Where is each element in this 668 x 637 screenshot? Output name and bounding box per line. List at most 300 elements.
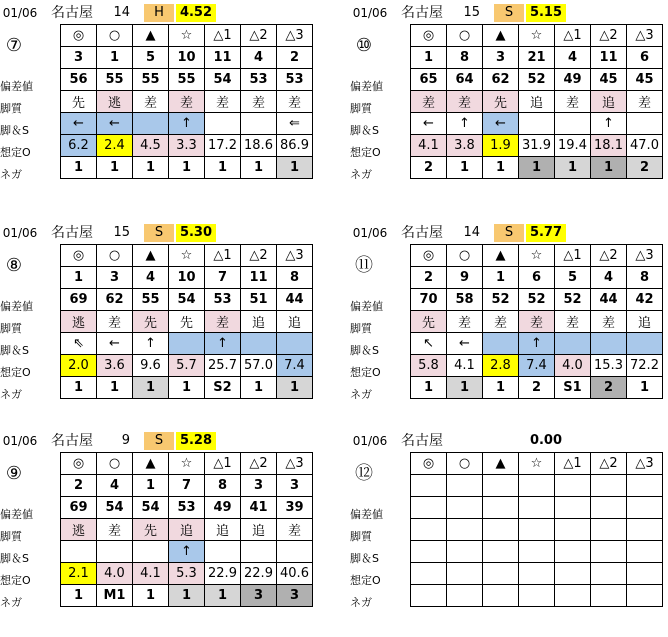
race-score: 5.30 — [176, 224, 216, 242]
grid-cell: M1 — [97, 585, 133, 607]
race-score: 4.52 — [176, 4, 216, 22]
grid-cell: 4 — [555, 47, 591, 69]
grid-cell: 9.6 — [133, 355, 169, 377]
grid-cell — [591, 585, 627, 607]
grid-cell: 差 — [277, 91, 313, 113]
grid-cell: △1 — [555, 453, 591, 475]
grid-cell: 54 — [97, 497, 133, 519]
grid-cell: 先 — [133, 519, 169, 541]
horse-number-row — [61, 475, 313, 497]
race-number: 9 — [121, 433, 130, 448]
grid-cell — [133, 541, 169, 563]
venue-name: 名古屋 — [401, 433, 443, 449]
grid-cell — [169, 333, 205, 355]
race-circle-number: ⑨ — [5, 463, 23, 484]
pace-badge: S — [144, 432, 174, 450]
negative-row — [61, 157, 313, 179]
symbol-row — [61, 453, 313, 475]
grid-cell: △1 — [555, 25, 591, 47]
grid-cell — [483, 541, 519, 563]
negative-row — [411, 585, 663, 607]
horse-number-row — [411, 47, 663, 69]
pace-badge — [494, 432, 524, 450]
grid-cell: 差 — [519, 311, 555, 333]
grid-cell — [483, 563, 519, 585]
row-label: 偏差値 — [350, 300, 383, 313]
grid-cell: 47.0 — [627, 135, 663, 157]
odds-row — [61, 563, 313, 585]
grid-cell: 19.4 — [555, 135, 591, 157]
grid-cell: 3.6 — [97, 355, 133, 377]
grid-cell — [483, 585, 519, 607]
venue-name: 名古屋 — [51, 5, 93, 21]
grid-cell — [555, 541, 591, 563]
grid-cell: ← — [97, 333, 133, 355]
grid-cell: 55 — [133, 69, 169, 91]
grid-cell: 58 — [447, 289, 483, 311]
grid-cell: 8 — [447, 47, 483, 69]
grid-cell: 差 — [555, 91, 591, 113]
grid-cell: 1 — [61, 377, 97, 399]
grid-cell: 4.1 — [411, 135, 447, 157]
pace-badge: H — [144, 4, 174, 22]
grid-cell: 差 — [133, 91, 169, 113]
grid-cell: 7 — [205, 267, 241, 289]
grid-cell — [555, 333, 591, 355]
grid-cell — [519, 585, 555, 607]
grid-cell — [591, 497, 627, 519]
grid-cell — [205, 113, 241, 135]
race-header — [350, 2, 668, 24]
grid-cell: 6 — [519, 267, 555, 289]
grid-cell: 53 — [169, 497, 205, 519]
running-style-row — [411, 311, 663, 333]
prediction-grid — [410, 24, 663, 179]
row-label: 脚＆S — [0, 344, 29, 357]
grid-cell: △3 — [627, 453, 663, 475]
grid-cell: 1 — [133, 585, 169, 607]
grid-cell: 1 — [133, 377, 169, 399]
grid-cell: 5.3 — [169, 563, 205, 585]
grid-cell: 4.1 — [447, 355, 483, 377]
grid-cell — [447, 497, 483, 519]
grid-cell — [555, 519, 591, 541]
position-row — [411, 113, 663, 135]
grid-cell: ▲ — [133, 245, 169, 267]
grid-cell: 40.6 — [277, 563, 313, 585]
grid-cell: 追 — [205, 519, 241, 541]
race-circle-number: ⑫ — [355, 463, 373, 484]
race-score: 5.77 — [526, 224, 566, 242]
grid-cell — [411, 541, 447, 563]
grid-cell: 11 — [205, 47, 241, 69]
grid-cell — [519, 475, 555, 497]
race-date: 01/06 — [352, 226, 388, 240]
grid-cell: 1 — [133, 157, 169, 179]
race-score: 5.28 — [176, 432, 216, 450]
grid-cell: 41 — [241, 497, 277, 519]
race-number: 15 — [463, 5, 480, 20]
running-style-row — [61, 91, 313, 113]
grid-cell — [241, 113, 277, 135]
grid-cell: 4.5 — [133, 135, 169, 157]
race-number — [458, 432, 480, 450]
grid-cell: 18.6 — [241, 135, 277, 157]
grid-cell — [241, 541, 277, 563]
grid-cell: 差 — [277, 519, 313, 541]
grid-cell: ○ — [447, 245, 483, 267]
grid-cell: 9 — [447, 267, 483, 289]
row-label: 想定O — [350, 146, 381, 159]
grid-cell: △1 — [555, 245, 591, 267]
grid-cell: ↑ — [133, 333, 169, 355]
row-label: 脚質 — [0, 102, 22, 115]
grid-cell — [627, 333, 663, 355]
grid-cell: 差 — [97, 311, 133, 333]
grid-cell: 17.2 — [205, 135, 241, 157]
grid-cell — [591, 475, 627, 497]
grid-cell: 1 — [97, 47, 133, 69]
grid-cell: 62 — [97, 289, 133, 311]
race-date: 01/06 — [2, 434, 38, 448]
row-label: ネガ — [350, 168, 372, 181]
grid-cell — [627, 113, 663, 135]
grid-cell: ☆ — [519, 245, 555, 267]
row-labels — [0, 504, 60, 614]
race-panel-r11 — [350, 222, 668, 422]
race-date: 01/06 — [352, 6, 388, 20]
grid-cell: △3 — [277, 245, 313, 267]
grid-cell: ← — [61, 113, 97, 135]
grid-cell: 逃 — [61, 311, 97, 333]
odds-row — [411, 355, 663, 377]
grid-cell: 69 — [61, 497, 97, 519]
grid-cell: 52 — [519, 289, 555, 311]
grid-cell: △2 — [241, 453, 277, 475]
position-row — [61, 541, 313, 563]
grid-cell: 差 — [483, 311, 519, 333]
grid-cell: 72.2 — [627, 355, 663, 377]
negative-row — [411, 157, 663, 179]
grid-cell: 86.9 — [277, 135, 313, 157]
grid-cell: 49 — [555, 69, 591, 91]
race-panel-r9 — [0, 430, 322, 630]
symbol-row — [411, 25, 663, 47]
grid-cell: 4 — [133, 267, 169, 289]
grid-cell: △2 — [241, 25, 277, 47]
grid-cell — [277, 541, 313, 563]
grid-cell: 11 — [241, 267, 277, 289]
grid-cell: 6 — [627, 47, 663, 69]
grid-cell: 3 — [277, 585, 313, 607]
row-label: 想定O — [350, 574, 381, 587]
race-header — [0, 2, 322, 24]
race-score: 0.00 — [529, 433, 563, 448]
grid-cell: ◎ — [411, 453, 447, 475]
grid-cell — [483, 475, 519, 497]
grid-cell: 52 — [483, 289, 519, 311]
grid-cell: 55 — [133, 289, 169, 311]
grid-cell: 1 — [97, 157, 133, 179]
grid-cell: 1.9 — [483, 135, 519, 157]
row-label: 偏差値 — [0, 80, 33, 93]
odds-row — [61, 355, 313, 377]
grid-cell: ☆ — [519, 25, 555, 47]
grid-cell: ↑ — [447, 113, 483, 135]
grid-cell: 4.0 — [555, 355, 591, 377]
grid-cell — [555, 497, 591, 519]
grid-cell — [447, 475, 483, 497]
row-label: 脚＆S — [350, 552, 379, 565]
row-labels — [350, 504, 410, 614]
grid-cell — [519, 113, 555, 135]
deviation-row — [411, 497, 663, 519]
grid-cell — [205, 541, 241, 563]
grid-cell: 53 — [241, 69, 277, 91]
pace-badge: S — [494, 224, 524, 242]
grid-cell — [627, 519, 663, 541]
race-number: 14 — [463, 225, 480, 240]
grid-cell: △2 — [591, 245, 627, 267]
grid-cell — [447, 563, 483, 585]
row-label: 想定O — [0, 146, 31, 159]
grid-cell: 1 — [241, 377, 277, 399]
grid-cell: 3 — [97, 267, 133, 289]
grid-cell — [447, 541, 483, 563]
venue-name: 名古屋 — [401, 5, 443, 21]
grid-cell: 44 — [277, 289, 313, 311]
grid-cell — [519, 519, 555, 541]
grid-cell — [447, 519, 483, 541]
grid-cell: 7.4 — [277, 355, 313, 377]
grid-cell — [277, 333, 313, 355]
grid-cell: 25.7 — [205, 355, 241, 377]
grid-cell — [627, 475, 663, 497]
grid-cell: 64 — [447, 69, 483, 91]
row-label: 脚質 — [0, 530, 22, 543]
grid-cell: ← — [411, 113, 447, 135]
grid-cell: 3 — [483, 47, 519, 69]
grid-cell: 53 — [277, 69, 313, 91]
prediction-grid — [60, 24, 313, 179]
grid-cell: 3.3 — [169, 135, 205, 157]
position-row — [61, 113, 313, 135]
grid-cell: ↑ — [169, 113, 205, 135]
grid-cell: 2 — [277, 47, 313, 69]
grid-cell: 5 — [555, 267, 591, 289]
grid-cell: 差 — [627, 91, 663, 113]
race-circle-number: ⑧ — [5, 255, 23, 276]
grid-cell: 差 — [205, 91, 241, 113]
symbol-row — [411, 453, 663, 475]
grid-cell: 7.4 — [519, 355, 555, 377]
grid-cell: △3 — [277, 453, 313, 475]
grid-cell: 1 — [483, 377, 519, 399]
grid-cell — [555, 585, 591, 607]
grid-cell: 3 — [61, 47, 97, 69]
grid-cell: 2.1 — [61, 563, 97, 585]
grid-cell: 差 — [447, 311, 483, 333]
grid-cell: △1 — [205, 245, 241, 267]
grid-cell: 1 — [519, 157, 555, 179]
grid-cell: 4 — [591, 267, 627, 289]
negative-row — [411, 377, 663, 399]
grid-cell: ▲ — [133, 453, 169, 475]
grid-cell: △2 — [591, 25, 627, 47]
row-label: ネガ — [0, 388, 22, 401]
grid-cell: 追 — [277, 311, 313, 333]
grid-cell: 差 — [591, 311, 627, 333]
grid-cell: 1 — [627, 377, 663, 399]
grid-cell: 2 — [411, 157, 447, 179]
row-label: 想定O — [0, 366, 31, 379]
venue-name: 名古屋 — [51, 433, 93, 449]
grid-cell — [447, 585, 483, 607]
race-date: 01/06 — [2, 226, 38, 240]
grid-cell: 1 — [169, 157, 205, 179]
grid-cell — [411, 519, 447, 541]
race-number: 14 — [113, 5, 130, 20]
row-label: ネガ — [350, 596, 372, 609]
row-label: ネガ — [0, 596, 22, 609]
grid-cell: 65 — [411, 69, 447, 91]
grid-cell: ◎ — [61, 25, 97, 47]
row-label: 脚＆S — [0, 124, 29, 137]
grid-cell: 3 — [277, 475, 313, 497]
grid-cell — [61, 541, 97, 563]
grid-cell: ◎ — [61, 245, 97, 267]
row-label: 偏差値 — [0, 300, 33, 313]
grid-cell — [555, 563, 591, 585]
race-panel-r10 — [350, 2, 668, 202]
grid-cell: ↑ — [519, 333, 555, 355]
grid-cell: 追 — [241, 311, 277, 333]
grid-cell: 55 — [169, 69, 205, 91]
grid-cell: 差 — [411, 91, 447, 113]
grid-cell: 1 — [61, 585, 97, 607]
grid-cell: 4.1 — [133, 563, 169, 585]
prediction-grid — [60, 244, 313, 399]
row-label: 偏差値 — [350, 80, 383, 93]
grid-cell: 2.8 — [483, 355, 519, 377]
grid-cell — [483, 497, 519, 519]
row-labels — [350, 296, 410, 406]
grid-cell — [627, 541, 663, 563]
grid-cell: ↑ — [205, 333, 241, 355]
grid-cell: ← — [97, 113, 133, 135]
grid-cell: 22.9 — [241, 563, 277, 585]
grid-cell: ○ — [97, 245, 133, 267]
negative-row — [61, 377, 313, 399]
race-header — [0, 430, 322, 452]
grid-cell: 3.8 — [447, 135, 483, 157]
grid-cell: 49 — [205, 497, 241, 519]
grid-cell: 1 — [169, 585, 205, 607]
grid-cell: 先 — [61, 91, 97, 113]
grid-cell: 逃 — [61, 519, 97, 541]
position-row — [61, 333, 313, 355]
grid-cell: 1 — [483, 157, 519, 179]
deviation-row — [61, 69, 313, 91]
grid-cell: 追 — [519, 91, 555, 113]
grid-cell: ☆ — [169, 453, 205, 475]
grid-cell: 2 — [411, 267, 447, 289]
grid-cell: 51 — [241, 289, 277, 311]
symbol-row — [61, 245, 313, 267]
horse-number-row — [61, 47, 313, 69]
grid-cell: 8 — [627, 267, 663, 289]
row-label: 脚＆S — [350, 344, 379, 357]
grid-cell: 4 — [97, 475, 133, 497]
grid-cell: 1 — [483, 267, 519, 289]
grid-cell: 8 — [277, 267, 313, 289]
grid-cell: ○ — [447, 453, 483, 475]
grid-cell: 2 — [61, 475, 97, 497]
grid-cell: 2 — [591, 377, 627, 399]
venue-name: 名古屋 — [401, 225, 443, 241]
grid-cell: ○ — [97, 25, 133, 47]
grid-cell: 2 — [627, 157, 663, 179]
row-labels — [350, 76, 410, 186]
grid-cell — [133, 113, 169, 135]
grid-cell: ⇖ — [61, 333, 97, 355]
grid-cell: 42 — [627, 289, 663, 311]
grid-cell: 21 — [519, 47, 555, 69]
horse-number-row — [411, 475, 663, 497]
row-label: 脚質 — [350, 530, 372, 543]
race-date: 01/06 — [2, 6, 38, 20]
grid-cell: 54 — [169, 289, 205, 311]
grid-cell — [627, 497, 663, 519]
grid-cell: 57.0 — [241, 355, 277, 377]
grid-cell: 10 — [169, 267, 205, 289]
odds-row — [61, 135, 313, 157]
row-label: 偏差値 — [350, 508, 383, 521]
grid-cell: 54 — [133, 497, 169, 519]
pace-badge: S — [144, 224, 174, 242]
row-label: ネガ — [350, 388, 372, 401]
row-label: 脚＆S — [350, 124, 379, 137]
grid-cell — [411, 475, 447, 497]
grid-cell: ▲ — [483, 245, 519, 267]
grid-cell: ◎ — [61, 453, 97, 475]
grid-cell: 45 — [627, 69, 663, 91]
horse-number-row — [411, 267, 663, 289]
grid-cell: 22.9 — [205, 563, 241, 585]
deviation-row — [411, 289, 663, 311]
grid-cell: 1 — [277, 157, 313, 179]
race-score: 5.15 — [526, 4, 566, 22]
grid-cell: ▲ — [483, 25, 519, 47]
grid-cell: ☆ — [169, 25, 205, 47]
grid-cell: 1 — [591, 157, 627, 179]
race-header — [0, 222, 322, 244]
grid-cell: 追 — [169, 519, 205, 541]
grid-cell: 4 — [241, 47, 277, 69]
row-labels — [0, 296, 60, 406]
grid-cell — [411, 585, 447, 607]
deviation-row — [61, 289, 313, 311]
grid-cell: ⇐ — [277, 113, 313, 135]
grid-cell — [591, 563, 627, 585]
grid-cell: ▲ — [483, 453, 519, 475]
grid-cell: 45 — [591, 69, 627, 91]
row-labels — [0, 76, 60, 186]
grid-cell — [591, 333, 627, 355]
grid-cell: ← — [447, 333, 483, 355]
grid-cell: 1 — [411, 47, 447, 69]
symbol-row — [61, 25, 313, 47]
